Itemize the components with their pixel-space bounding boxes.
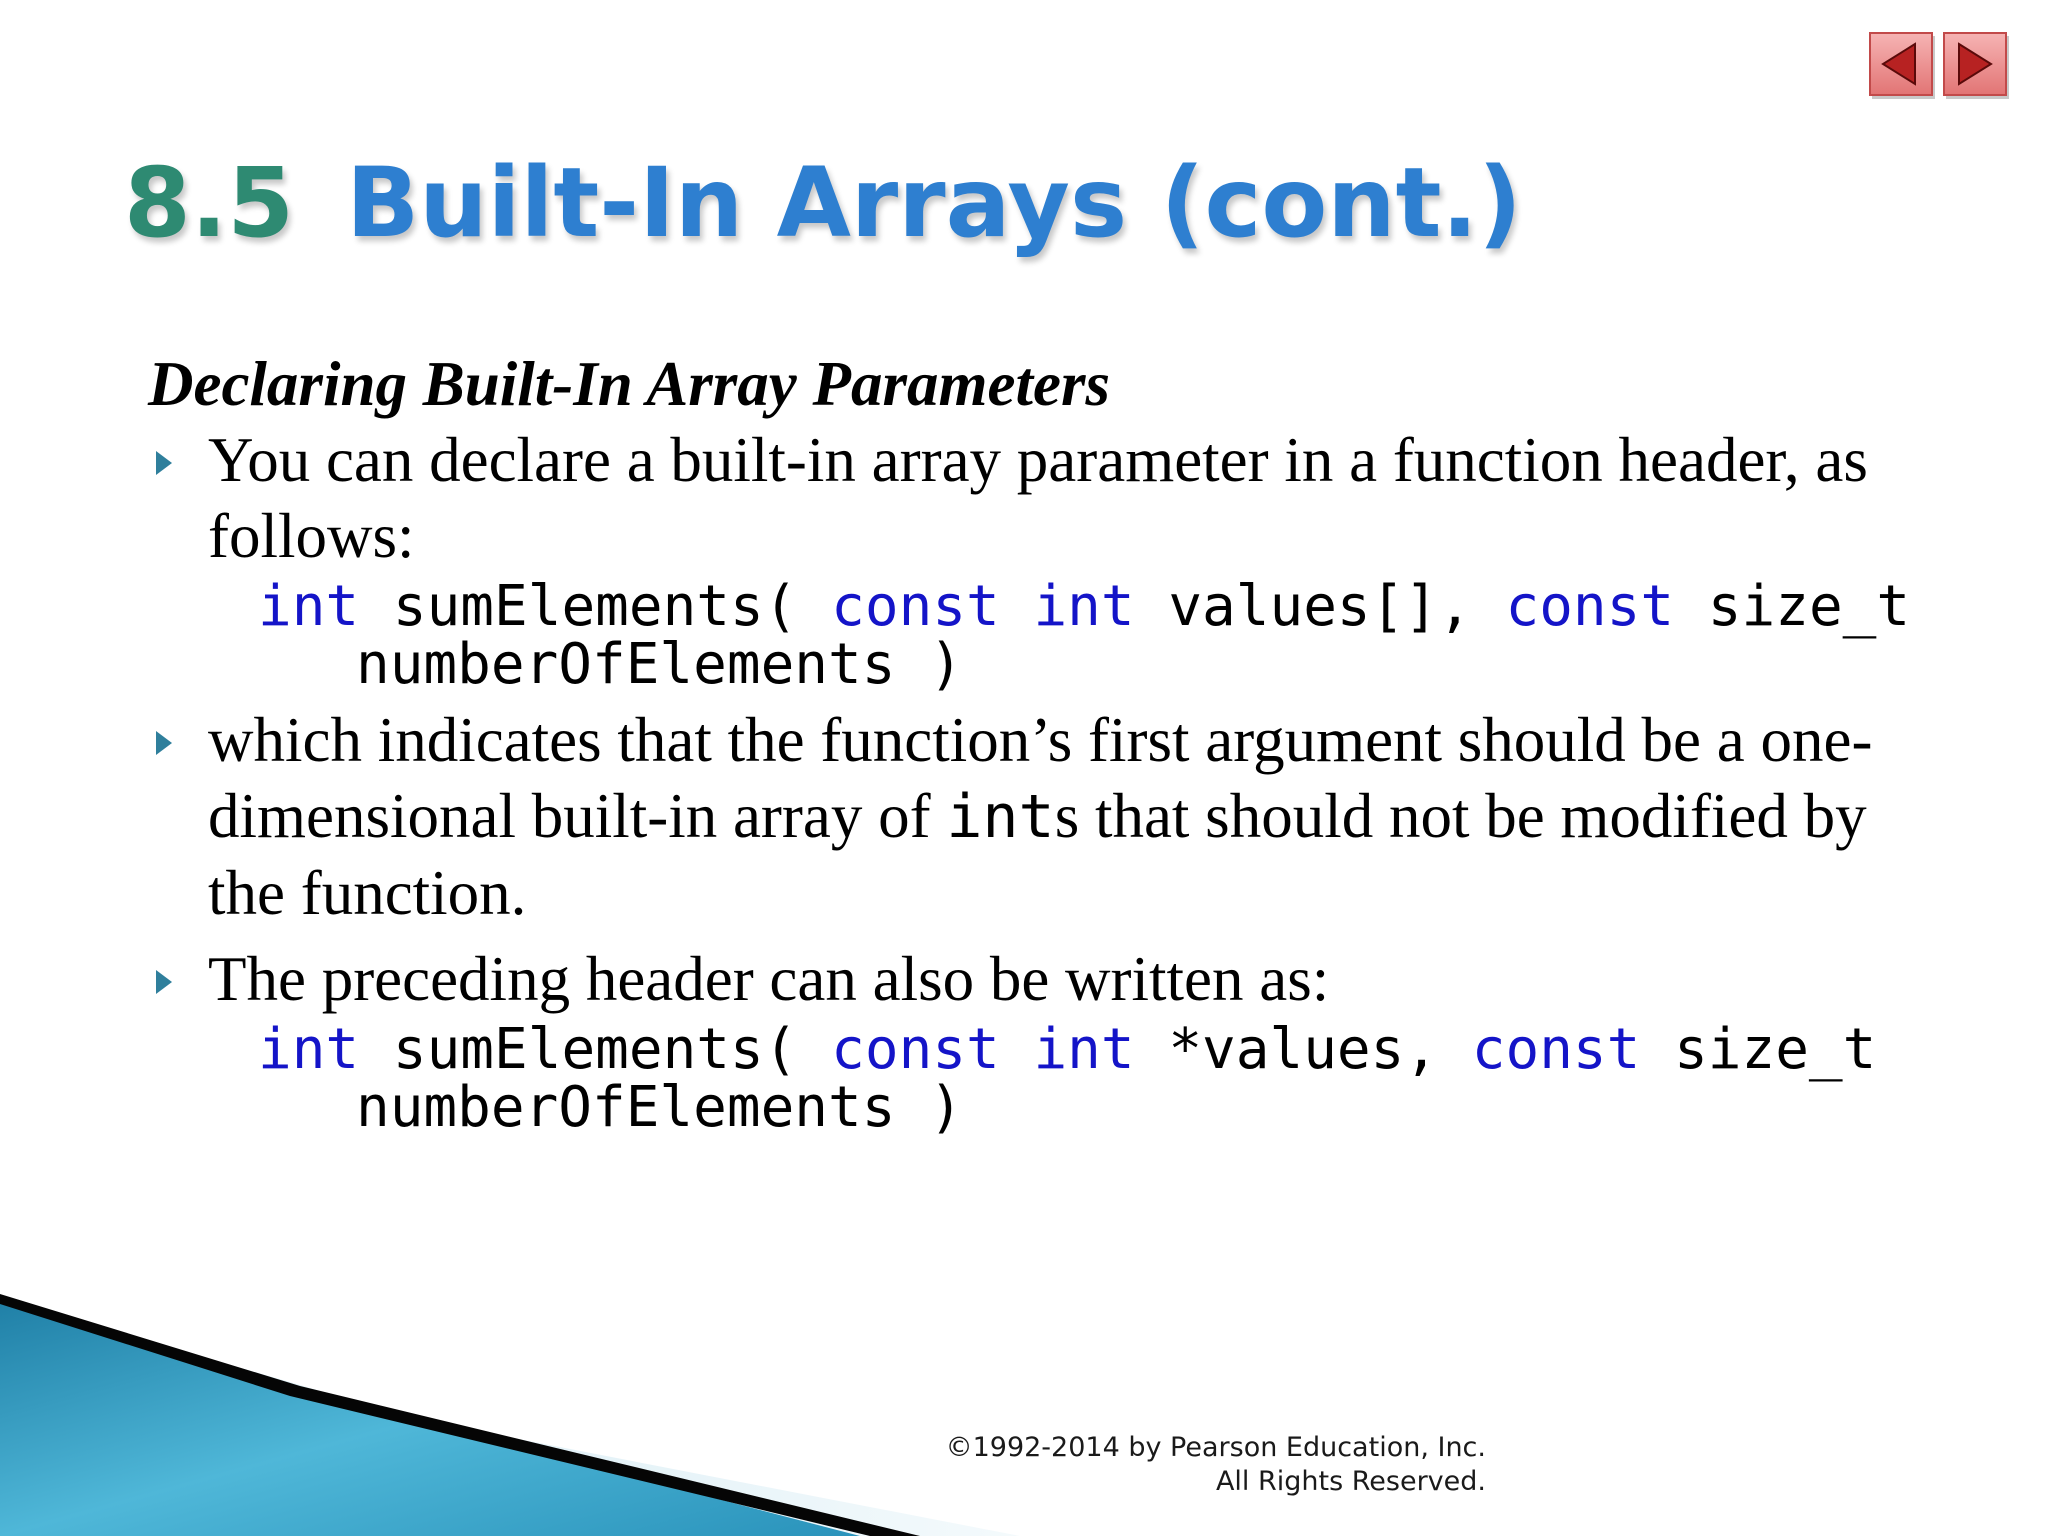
code-text: size_t [1674,574,1911,639]
code-keyword: const [1471,1017,1641,1082]
code-text: sumElements( [359,574,832,639]
code-keyword: int [1033,574,1135,639]
subheading: Declaring Built-In Array Parameters [148,349,1110,419]
code-text: values[], [1134,574,1506,639]
bullet-text: s that should not be modified by the function. [208,781,1867,928]
bullet-text: You can declare a built-in array parameter in a function header, as follows: [208,425,1868,571]
code-text: size_t [1640,1017,1877,1082]
title-text: Built-In Arrays (cont.) [346,147,1522,259]
code-text: sumElements( [359,1017,832,1082]
bullet-text: The preceding header can also be written as: [208,944,1330,1014]
code-line [258,1017,1948,1082]
code-block [148,1017,1948,1140]
code-keyword: int [258,1017,360,1082]
copyright-line: ©1992-2014 by Pearson Education, Inc. [945,1432,1486,1463]
code-keyword: const [831,1017,1000,1082]
code-keyword: const [1505,574,1675,639]
code-keyword: int [258,574,360,639]
code-keyword: const [831,574,1000,639]
triangle-bullet-icon [154,422,176,498]
inline-code: int [946,782,1055,852]
bullet-item [148,702,1948,931]
code-line: numberOfElements ) [356,632,963,697]
code-text: *values, [1134,1017,1472,1082]
section-number: 8.5 [124,147,295,259]
previous-slide-button[interactable] [1869,32,1937,100]
code-block [148,574,1948,697]
triangle-right-icon [1943,32,2011,100]
triangle-bullet-icon [154,702,176,778]
code-text [1000,1017,1034,1082]
triangle-left-icon [1869,32,1937,100]
code-text [1000,574,1034,639]
triangle-bullet-icon [154,941,176,1017]
copyright-line: All Rights Reserved. [1215,1466,1486,1497]
code-line [258,574,1948,639]
bullet-item [148,422,1948,574]
bullet-item [148,941,1948,1017]
slide-title [124,138,1522,268]
next-slide-button[interactable] [1943,32,2011,100]
bullet-text: which indicates that the function’s first argument should be a one-dimensional built-in array of [208,705,1873,851]
slide-body [148,348,1948,1145]
copyright-notice [900,1431,1486,1499]
code-line: numberOfElements ) [356,1075,963,1140]
code-keyword: int [1033,1017,1135,1082]
